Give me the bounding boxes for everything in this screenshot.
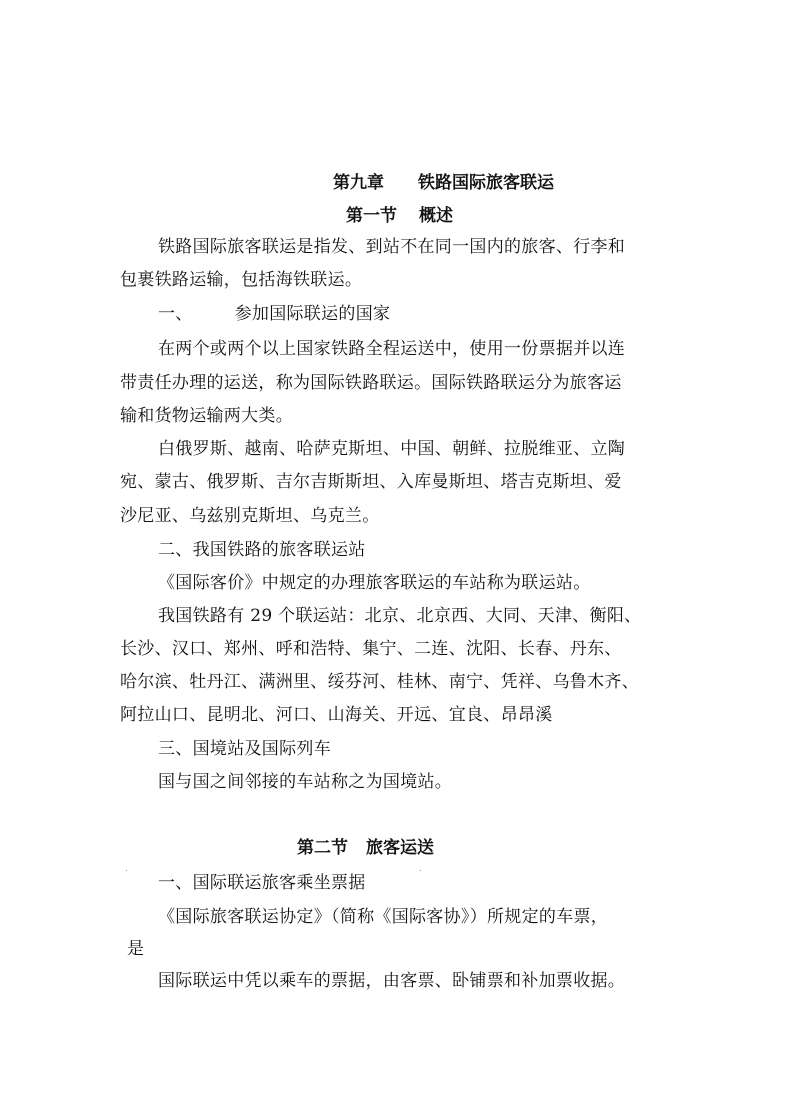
paragraph-line: 哈尔滨、牡丹江、满洲里、绥芬河、桂林、南宁、凭祥、乌鲁木齐、 (120, 672, 639, 692)
paragraph-line: 长沙、汉口、郑州、呼和浩特、集宁、二连、沈阳、长春、丹东、 (120, 639, 622, 659)
section-2-heading (297, 837, 434, 859)
paragraph-line: 沙尼亚、乌兹别克斯坦、乌克兰。 (120, 506, 380, 526)
subheading-number: 一、 (158, 304, 193, 324)
chapter-heading (333, 172, 554, 194)
section-1-number: 第一节 (346, 206, 397, 226)
paragraph-line: 《国际客价》中规定的办理旅客联运的车站称为联运站。 (158, 573, 591, 593)
paragraph-line: 宛、蒙古、俄罗斯、吉尔吉斯斯坦、入库曼斯坦、塔吉克斯坦、爱 (120, 472, 622, 492)
paragraph-line: 是 (127, 939, 145, 959)
paragraph-line: 阿拉山口、昆明北、河口、山海关、开远、宜良、昂昂溪 (120, 705, 553, 725)
section-2-number: 第二节 (297, 838, 348, 858)
paragraph-line: 国与国之间邻接的车站称之为国境站。 (158, 772, 453, 792)
paragraph-line: 输和货物运输两大类。 (120, 406, 293, 426)
scan-artifact (126, 870, 127, 871)
paragraph-line: 铁路国际旅客联运是指发、到站不在同一国内的旅客、行李和 (158, 237, 626, 257)
section-1-heading (346, 205, 453, 227)
subheading-transfer-stations: 二、我国铁路的旅客联运站 (158, 540, 366, 560)
paragraph-line: 带责任办理的运送，称为国际铁路联运。国际铁路联运分为旅客运 (120, 373, 622, 393)
paragraph-line: 包裹铁路运输，包括海铁联运。 (120, 270, 363, 290)
chapter-title: 铁路国际旅客联运 (418, 173, 554, 193)
paragraph-line: 国际联运中凭以乘车的票据，由客票、卧铺票和补加票收据。 (158, 971, 626, 991)
scan-artifact (420, 870, 421, 871)
subheading-title: 参加国际联运的国家 (234, 304, 391, 324)
paragraph-line: 在两个或两个以上国家铁路全程运送中，使用一份票据并以连 (158, 339, 626, 359)
section-2-title: 旅客运送 (366, 838, 434, 858)
section-1-title: 概述 (419, 206, 453, 226)
subheading-participating-countries (158, 303, 390, 325)
paragraph-line: 白俄罗斯、越南、哈萨克斯坦、中国、朝鲜、拉脱维亚、立陶 (158, 439, 626, 459)
paragraph-line: 《国际旅客联运协定》（简称《国际客协》）所规定的车票， (158, 907, 609, 927)
chapter-number: 第九章 (333, 173, 384, 193)
subheading-ticket-documents: 一、国际联运旅客乘坐票据 (158, 873, 366, 893)
paragraph-line: 我国铁路有 29 个联运站：北京、北京西、大同、天津、衡阳、 (158, 606, 642, 626)
subheading-border-stations: 三、国境站及国际列车 (158, 739, 331, 759)
